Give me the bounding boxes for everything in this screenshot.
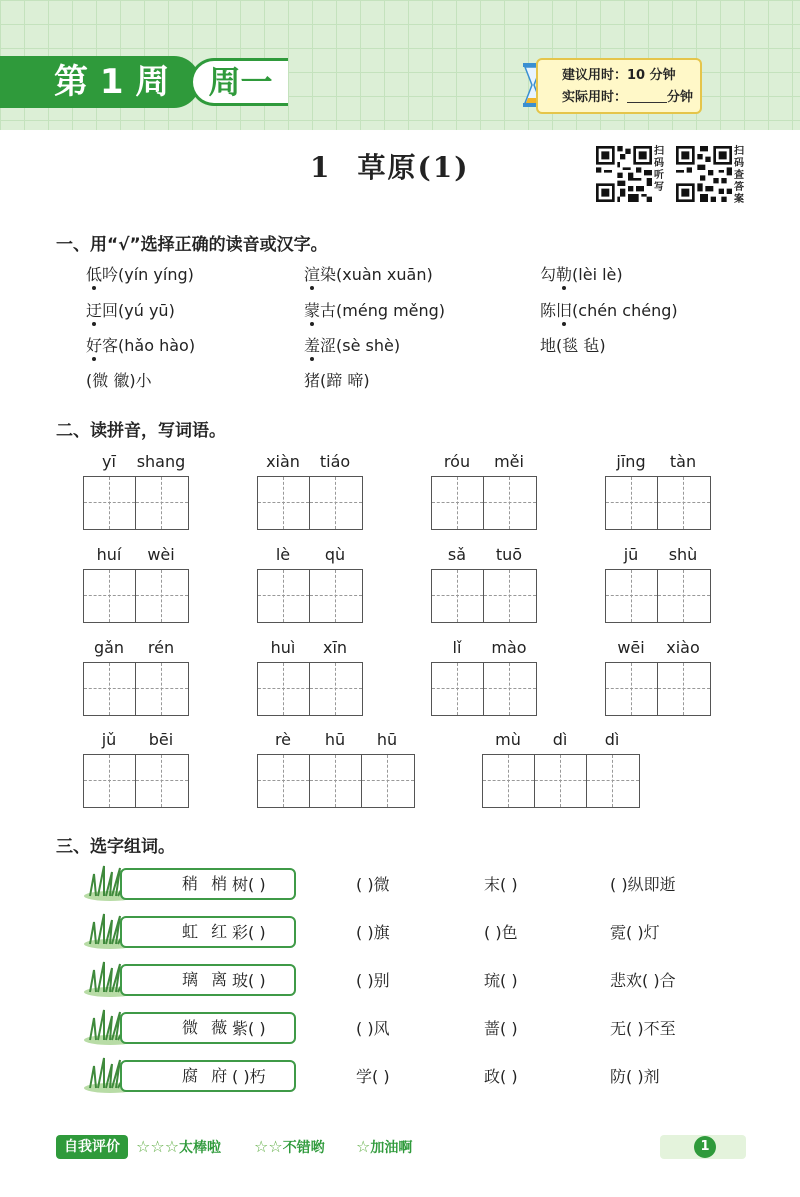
word-choice-row	[80, 964, 740, 998]
self-evaluation-bar	[56, 1135, 746, 1159]
pronunciation-item[interactable]: 蒙古(méng měng)	[304, 301, 446, 320]
pronunciation-item[interactable]: 渲染(xuàn xuān)	[304, 265, 433, 284]
writing-grid[interactable]	[257, 662, 363, 716]
fill-blank[interactable]: 政( )	[484, 1067, 518, 1086]
section1-title: 一、用“√”选择正确的读音或汉字。	[56, 235, 328, 255]
character-choice-item[interactable]: (微 徽)小	[86, 371, 152, 390]
star-icon: ☆	[254, 1137, 269, 1156]
writing-grid[interactable]	[83, 754, 189, 808]
fill-blank[interactable]: ( )旗	[356, 923, 390, 942]
writing-grid[interactable]	[431, 569, 537, 623]
writing-grid[interactable]	[83, 569, 189, 623]
star-icon: ☆	[268, 1137, 283, 1156]
day-label: 周一	[190, 58, 288, 106]
char-pair: 腐 府	[120, 1060, 296, 1092]
fill-blank[interactable]: 无( )不至	[610, 1019, 676, 1038]
fill-blank[interactable]: 霓( )灯	[610, 923, 660, 942]
char-pair: 微 薇	[120, 1012, 296, 1044]
page-header	[0, 0, 800, 130]
pronunciation-item[interactable]: 羞涩(sè shè)	[304, 336, 401, 355]
pronunciation-item[interactable]: 陈旧(chén chéng)	[540, 301, 678, 320]
word-choice-row	[80, 916, 740, 950]
writing-grid[interactable]	[605, 662, 711, 716]
fill-blank[interactable]: 蔷( )	[484, 1019, 518, 1038]
page-number: 1	[694, 1136, 716, 1158]
fill-blank[interactable]: ( )纵即逝	[610, 875, 676, 894]
actual-time: 实际用时： 分钟	[562, 90, 694, 105]
char-pair: 稍 梢	[120, 868, 296, 900]
writing-grid[interactable]	[83, 662, 189, 716]
writing-grid[interactable]	[257, 476, 363, 530]
pronunciation-item[interactable]: 勾勒(lèi lè)	[540, 265, 623, 284]
writing-grid[interactable]	[83, 476, 189, 530]
eval-option-excellent[interactable]: ☆☆☆太棒啦	[136, 1137, 222, 1156]
self-eval-label: 自我评价	[56, 1135, 128, 1159]
char-pair: 璃 离	[120, 964, 296, 996]
star-icon: ☆	[150, 1137, 165, 1156]
qr-code-icon[interactable]	[676, 146, 732, 202]
lesson-number: 1	[310, 151, 332, 184]
character-choice-item[interactable]: 猪(蹄 啼)	[304, 371, 370, 390]
writing-grid[interactable]	[431, 662, 537, 716]
fill-blank[interactable]: 悲欢( )合	[610, 971, 676, 990]
fill-blank[interactable]: 紫( )	[232, 1019, 266, 1038]
writing-grid[interactable]	[605, 569, 711, 623]
char-pair: 虹 红	[120, 916, 296, 948]
pronunciation-item[interactable]: 好客(hǎo hào)	[86, 336, 196, 355]
character-choice-item[interactable]: 地(毯 毡)	[540, 336, 606, 355]
week-label: 第 1 周	[0, 56, 200, 108]
actual-time-blank[interactable]	[627, 89, 667, 103]
writing-grid[interactable]	[482, 754, 640, 808]
eval-option-keep-trying[interactable]: ☆加油啊	[356, 1137, 413, 1156]
writing-grid[interactable]	[257, 569, 363, 623]
fill-blank[interactable]: 玻( )	[232, 971, 266, 990]
writing-grid[interactable]	[605, 476, 711, 530]
page-number-badge	[660, 1135, 746, 1159]
word-choice-row	[80, 1060, 740, 1094]
fill-blank[interactable]: 琉( )	[484, 971, 518, 990]
fill-blank[interactable]: ( )朽	[232, 1067, 266, 1086]
word-choice-row	[80, 1012, 740, 1046]
eval-option-good[interactable]: ☆☆不错哟	[254, 1137, 325, 1156]
writing-grid[interactable]	[431, 476, 537, 530]
pronunciation-item[interactable]: 迂回(yú yū)	[86, 301, 175, 320]
section3-title: 三、选字组词。	[56, 837, 175, 857]
fill-blank[interactable]: 学( )	[356, 1067, 390, 1086]
fill-blank[interactable]: ( )色	[484, 923, 518, 942]
qr-label-answers: 扫码查答案	[734, 146, 744, 205]
suggested-time: 建议用时：10 分钟	[562, 68, 676, 83]
lesson-name: 草原(1)	[357, 151, 470, 184]
pronunciation-item[interactable]: 低吟(yín yíng)	[86, 265, 194, 284]
time-box	[536, 58, 702, 114]
fill-blank[interactable]: 树( )	[232, 875, 266, 894]
fill-blank[interactable]: 防( )剂	[610, 1067, 660, 1086]
writing-grid[interactable]	[257, 754, 415, 808]
fill-blank[interactable]: 末( )	[484, 875, 518, 894]
section2-title: 二、读拼音，写词语。	[56, 421, 226, 441]
fill-blank[interactable]: ( )别	[356, 971, 390, 990]
fill-blank[interactable]: 彩( )	[232, 923, 266, 942]
lesson-title	[310, 146, 469, 186]
word-choice-row	[80, 868, 740, 902]
qr-code-icon[interactable]	[596, 146, 652, 202]
qr-label-dictation: 扫码听写	[654, 146, 664, 193]
star-icon: ☆	[356, 1137, 371, 1156]
star-icon: ☆	[164, 1137, 180, 1156]
star-icon: ☆	[136, 1137, 151, 1156]
fill-blank[interactable]: ( )微	[356, 875, 390, 894]
fill-blank[interactable]: ( )风	[356, 1019, 390, 1038]
